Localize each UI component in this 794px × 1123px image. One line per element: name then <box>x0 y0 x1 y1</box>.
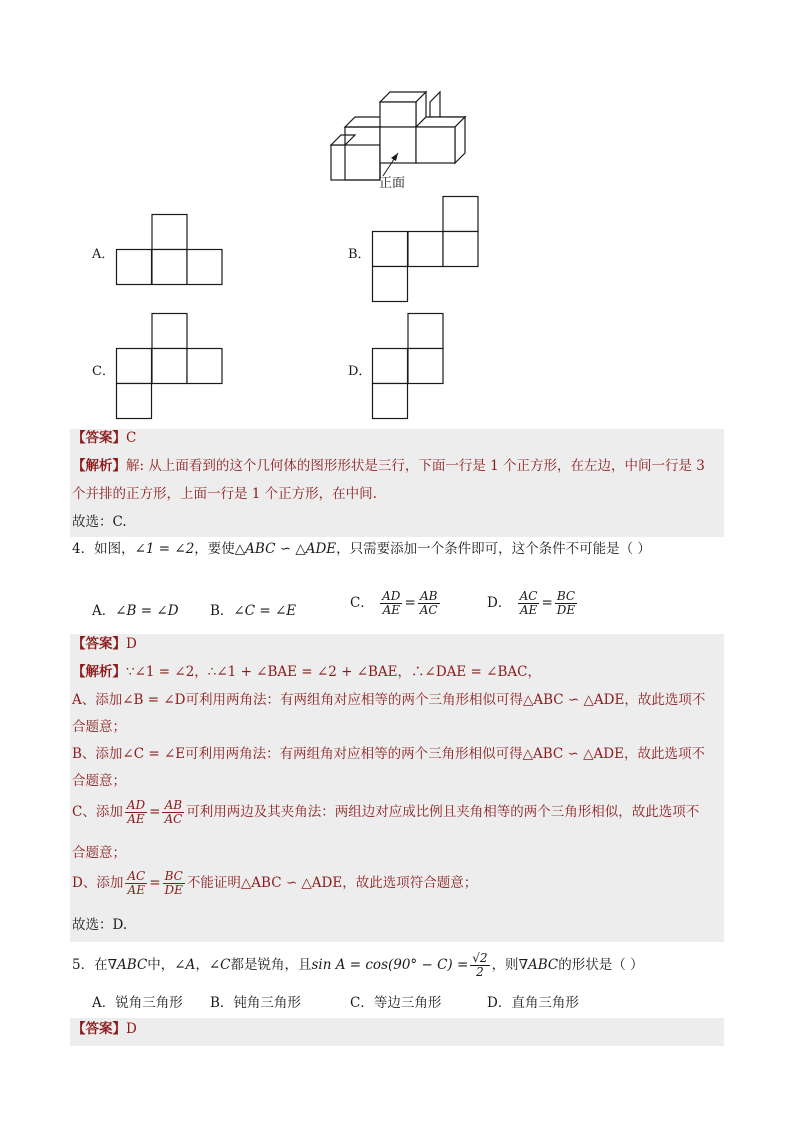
q5-triangle: ∇ABC <box>107 957 148 973</box>
q5-triangle: ∇ABC <box>518 957 559 973</box>
q5-option-c: C．等边三角形 <box>350 995 442 1011</box>
answer-tag: 【答案】 <box>72 430 126 446</box>
equals-sign: = <box>149 875 161 891</box>
analysis-text: ∵∠1 = ∠2，∴∠1 + ∠BAE = ∠2 + ∠BAE，∴∠DAE = ∠BAC， <box>126 664 541 680</box>
answer-tag: 【答案】 <box>72 636 126 652</box>
q4-option-d-letter: D． <box>487 595 512 611</box>
q3-conclusion: 故选：C. <box>72 514 127 530</box>
q4-option-b <box>210 599 296 619</box>
q5-stem-part: 都是锐角，且 <box>230 957 312 973</box>
q4-option-c <box>350 590 442 617</box>
q5-stem-part: 中， <box>147 957 175 973</box>
analysis-c-fraction-2: $\frac{AB}{AC}$ <box>164 798 183 826</box>
q4-stem-angles: ∠1 = ∠2 <box>134 541 195 557</box>
q3-option-a-label: A． <box>92 247 115 262</box>
analysis-d-suffix: 不能证明△ABC ∽ △ADE，故此选项符合题意； <box>186 875 478 891</box>
q4-option-c-fraction-2: $\frac{AB}{AC}$ <box>419 589 438 617</box>
q4-analysis-c2: 合题意； <box>72 845 126 861</box>
q3-option-c-label: C． <box>92 364 115 379</box>
q5-answer <box>72 1019 137 1039</box>
q3-option-c-net <box>116 313 228 423</box>
analysis-c-fraction-1: $\frac{AD}{AE}$ <box>126 798 146 826</box>
q5-stem-part: 5．在 <box>72 957 108 973</box>
q4-option-b-letter: B． <box>210 603 234 619</box>
q5-stem-part: ，则 <box>491 957 519 973</box>
q4-option-d-fraction-2: $\frac{BC}{DE}$ <box>556 589 576 617</box>
q4-option-a-text: ∠B = ∠D <box>115 603 179 619</box>
answer-value: D <box>126 636 137 652</box>
analysis-tag: 【解析】 <box>72 458 126 474</box>
q5-stem-part: ， <box>195 957 209 973</box>
q4-option-c-fraction-1: $\frac{AD}{AE}$ <box>382 589 401 617</box>
equals-sign: = <box>541 595 553 611</box>
q5-option-d: D．直角三角形 <box>487 995 579 1011</box>
q4-option-d <box>487 590 579 617</box>
answer-value: D <box>126 1021 137 1037</box>
analysis-tag: 【解析】 <box>72 664 126 680</box>
q5-angle-a: ∠A <box>174 957 196 973</box>
front-view-label: 正面 <box>379 176 406 191</box>
q5-answer-box <box>70 1018 724 1046</box>
q4-option-a <box>92 599 179 619</box>
q3-option-d-net <box>372 313 450 423</box>
q3-option-b-net <box>372 196 484 306</box>
q4-analysis-b1: B、添加∠C = ∠E可利用两角法：有两组角对应相等的两个三角形相似可得△ABC ∽ △ADE，故此选项不 <box>72 746 705 762</box>
q4-option-c-letter: C． <box>350 595 374 611</box>
q4-stem-mid: ，要使 <box>194 541 235 557</box>
q4-analysis-line1 <box>72 662 541 682</box>
q4-option-a-letter: A． <box>92 603 116 619</box>
q4-answer <box>72 634 137 654</box>
equals-sign: = <box>404 595 416 611</box>
q4-option-b-text: ∠C = ∠E <box>233 603 297 619</box>
analysis-d-fraction-2: $\frac{BC}{DE}$ <box>164 869 183 897</box>
q3-option-d-label: D． <box>348 364 372 379</box>
q4-analysis-a2: 合题意； <box>72 719 126 735</box>
q4-analysis-b2: 合题意； <box>72 773 126 789</box>
q4-conclusion: 故选：D. <box>72 917 128 933</box>
q4-analysis-d1 <box>72 870 477 897</box>
analysis-d-fraction-1: $\frac{AC}{AE}$ <box>127 869 146 897</box>
q4-analysis-c1 <box>72 799 699 826</box>
q4-stem-suffix: ，只需要添加一个条件即可，这个条件不可能是（ ） <box>336 541 651 557</box>
q3-option-b-label: B． <box>348 247 371 262</box>
q3-analysis-line2: 个并排的正方形，上面一行是 1 个正方形，在中间. <box>72 486 377 502</box>
q5-fraction: $\frac{√2}{2}$ <box>472 951 488 979</box>
q3-answer-box <box>70 429 724 537</box>
q5-stem <box>72 952 644 979</box>
q4-stem-prefix: 4．如图， <box>72 541 135 557</box>
q4-analysis-a1: A、添加∠B = ∠D可利用两角法：有两组角对应相等的两个三角形相似可得△ABC ∽ △ADE，故此选项不 <box>72 692 706 708</box>
analysis-c-prefix: C、添加 <box>72 804 123 820</box>
answer-value: C <box>126 430 137 446</box>
q4-stem <box>72 539 651 559</box>
q4-stem-similar: △ABC ∽ △ADE <box>234 541 337 557</box>
q5-equation: sin A = cos(90° − C) = <box>311 957 469 973</box>
analysis-c-suffix: 可利用两边及其夹角法：两组边对应成比例且夹角相等的两个三角形相似，故此选项不 <box>186 804 700 820</box>
q3-option-a-net <box>116 214 226 288</box>
q5-angle-c: ∠C <box>208 957 231 973</box>
q4-option-d-fraction-1: $\frac{AC}{AE}$ <box>519 589 538 617</box>
q5-option-b: B．钝角三角形 <box>210 995 301 1011</box>
q3-answer <box>72 428 136 448</box>
equals-sign: = <box>149 804 161 820</box>
answer-tag: 【答案】 <box>72 1021 126 1037</box>
analysis-text: 解: 从上面看到的这个几何体的图形形状是三行，下面一行是 1 个正方形，在左边，中间一行是 3 <box>126 458 705 474</box>
analysis-d-prefix: D、添加 <box>72 875 124 891</box>
q3-analysis-line1 <box>72 456 705 476</box>
q5-stem-part: 的形状是（ ） <box>558 957 644 973</box>
q5-option-a: A．锐角三角形 <box>92 995 183 1011</box>
